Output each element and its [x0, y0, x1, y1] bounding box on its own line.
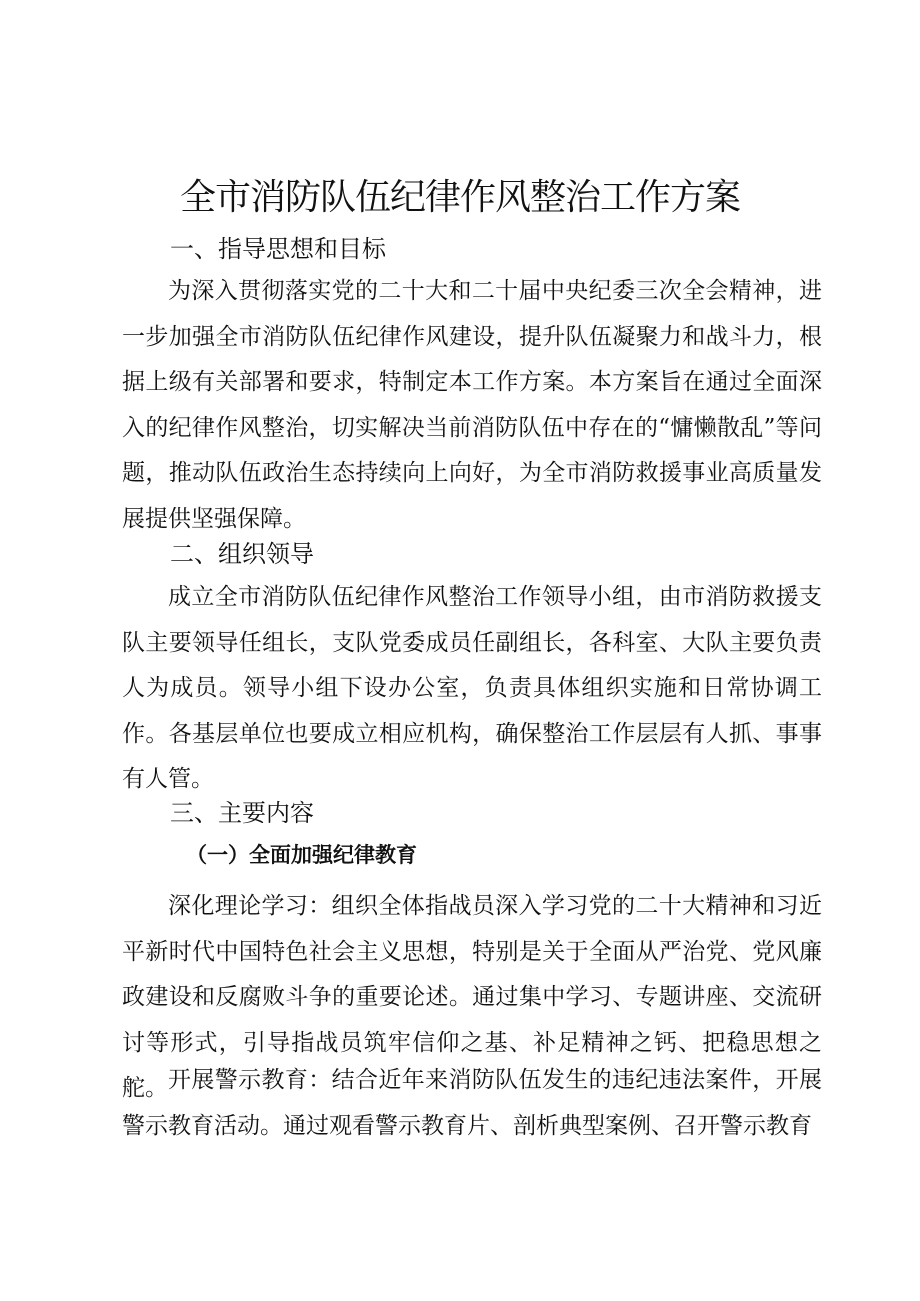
paragraph-theory-study: 深化理论学习：组织全体指战员深入学习党的二十大精神和习近平新时代中国特色社会主义思想，特别是关于全面从严治党、党风廉政建设和反腐败斗争的重要论述。通过集中学习、专题讲座、交流研讨等形式，引导指战员筑牢信仰之基、补足精神之钙、把稳思想之舵。: [122, 893, 822, 1101]
subsection-heading-discipline-education: （一）全面加强纪律教育: [186, 843, 417, 867]
paragraph-guiding-ideology: 为深入贯彻落实党的二十大和二十届中央纪委三次全会精神，进一步加强全市消防队伍纪律作风建设，提升队伍凝聚力和战斗力，根据上级有关部署和要求，特制定本工作方案。本方案旨在通过全面深入的纪律作风整治，切实解决当前消防队伍中存在的“慵懒散乱”等问题，推动队伍政治生态持续向上向好，为全市消防救援事业高质量发展提供坚强保障。: [122, 278, 822, 532]
section-heading-guiding-ideology: 一、指导思想和目标: [170, 235, 386, 263]
paragraph-organization: 成立全市消防队伍纪律作风整治工作领导小组，由市消防救援支队主要领导任组长，支队党委成员任副组长，各科室、大队主要负责人为成员。领导小组下设办公室，负责具体组织实施和日常协调工作。各基层单位也要成立相应机构，确保整治工作层层有人抓、事事有人管。: [122, 584, 822, 792]
section-heading-main-content: 三、主要内容: [170, 799, 314, 827]
document-title: 全市消防队伍纪律作风整治工作方案: [179, 177, 740, 218]
paragraph-warning-education: 开展警示教育：结合近年来消防队伍发生的违纪违法案件，开展警示教育活动。通过观看警示教育片、剖析典型案例、召开警示教育: [122, 1067, 822, 1139]
section-heading-organization: 二、组织领导: [170, 540, 314, 568]
